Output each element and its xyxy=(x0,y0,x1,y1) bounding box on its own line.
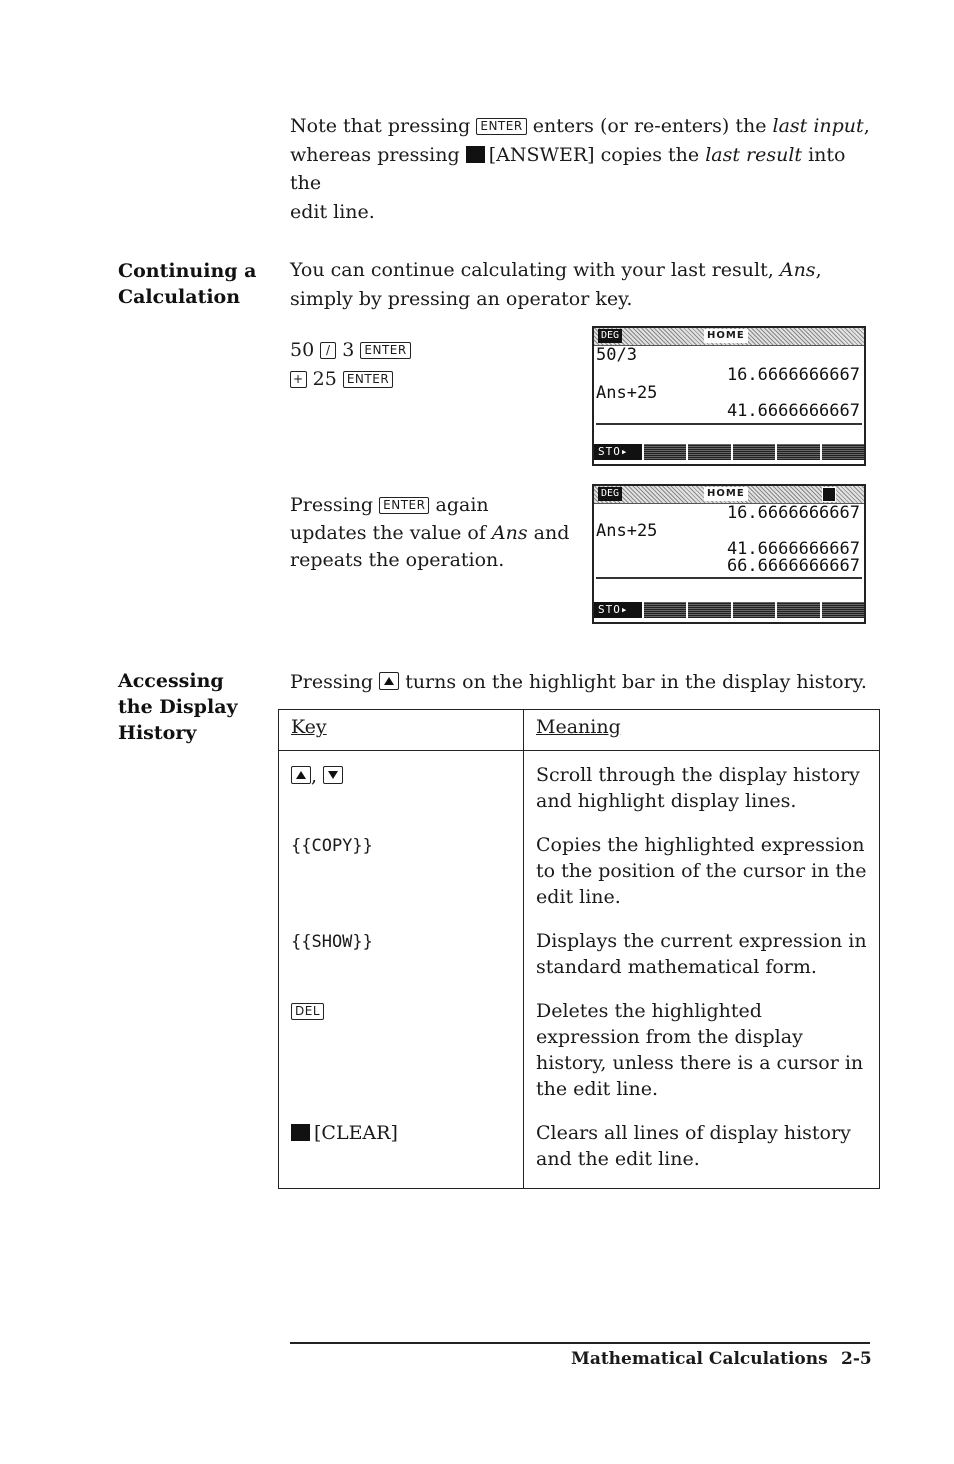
angle-mode-indicator: DEG xyxy=(598,487,622,501)
up-arrow-key-icon xyxy=(379,672,399,690)
menu-bar xyxy=(594,602,864,618)
clear-key: [CLEAR] xyxy=(314,1122,398,1144)
menu-bar xyxy=(594,444,864,460)
menu-sto: STO▸ xyxy=(594,444,642,460)
history-line: Ans+25 xyxy=(596,521,658,541)
enter-key: ENTER xyxy=(379,497,429,514)
meaning-cell: Scroll through the display history and highlight display lines. xyxy=(536,764,860,812)
show-softkey: {{SHOW}} xyxy=(291,932,373,952)
history-result: 41.6666666667 xyxy=(726,401,860,421)
section-heading-history: Accessing the Display History xyxy=(118,670,238,744)
divide-key: / xyxy=(320,342,336,359)
section-heading-continuing: Continuing a Calculation xyxy=(118,260,257,308)
meaning-cell: Displays the current expression in standard mathematical form. xyxy=(536,930,867,978)
footer-rule xyxy=(290,1342,870,1344)
table-row: , Scroll through the display history and highlight display lines. xyxy=(279,751,880,833)
table-row xyxy=(279,928,880,998)
page-number: 2-5 xyxy=(841,1349,872,1369)
table-row xyxy=(279,1120,880,1189)
calculator-screen-2 xyxy=(592,484,866,624)
status-bar xyxy=(594,328,864,346)
meaning-cell: Clears all lines of display history and the edit line. xyxy=(536,1122,851,1170)
continuing-paragraph: You can continue calculating with your last result, Ans, simply by pressing an operator key. xyxy=(290,259,822,310)
history-result: 16.6666666667 xyxy=(726,365,860,385)
shift-key-icon xyxy=(291,1124,310,1141)
meaning-cell: Copies the highlighted expression to the position of the cursor in the edit line. xyxy=(536,834,867,908)
del-key: DEL xyxy=(291,1003,324,1020)
enter-key: ENTER xyxy=(476,118,526,135)
folder-indicator: HOME xyxy=(704,329,748,343)
edit-line-separator xyxy=(596,423,862,425)
calculator-screen-1 xyxy=(592,326,866,466)
folder-indicator: HOME xyxy=(704,487,748,501)
again-paragraph: Pressing ENTER again updates the value of Ans and repeats the operation. xyxy=(290,494,570,571)
table-row xyxy=(279,998,880,1120)
keystroke-example: 50 / 3 ENTER + 25 ENTER xyxy=(290,336,411,393)
history-line: 50/3 xyxy=(596,345,637,365)
history-line: Ans+25 xyxy=(596,383,658,403)
up-arrow-key-icon xyxy=(291,766,311,784)
history-result: 41.6666666667 xyxy=(726,539,860,559)
history-result: 66.6666666667 xyxy=(726,556,860,576)
status-bar xyxy=(594,486,864,504)
meaning-cell: Deletes the highlighted expression from the display history, unless there is a cursor in the edit line. xyxy=(536,1000,864,1100)
footer-section-title: Mathematical Calculations xyxy=(571,1349,828,1369)
angle-mode-indicator: DEG xyxy=(598,329,622,343)
table-header-row xyxy=(279,710,880,751)
history-intro: Pressing turns on the highlight bar in the display history. xyxy=(290,671,867,693)
copy-softkey: {{COPY}} xyxy=(291,836,373,856)
intro-paragraph: Note that pressing ENTER enters (or re-enters) the last input, whereas pressing [ANSWER] copies the last result into the edit line. xyxy=(290,115,870,223)
down-arrow-key-icon xyxy=(323,766,343,784)
history-keys-table xyxy=(278,709,880,1189)
menu-sto: STO▸ xyxy=(594,602,642,618)
shift-key-icon xyxy=(466,146,485,163)
plus-key: + xyxy=(290,371,307,388)
column-header-key: Key xyxy=(279,710,524,751)
answer-key: [ANSWER] xyxy=(488,143,595,166)
column-header-meaning: Meaning xyxy=(524,710,880,751)
table-row xyxy=(279,832,880,928)
enter-key: ENTER xyxy=(343,371,393,388)
history-result: 16.6666666667 xyxy=(726,503,860,523)
enter-key: ENTER xyxy=(360,342,410,359)
edit-line-separator xyxy=(596,577,862,579)
busy-indicator-icon xyxy=(822,487,836,502)
